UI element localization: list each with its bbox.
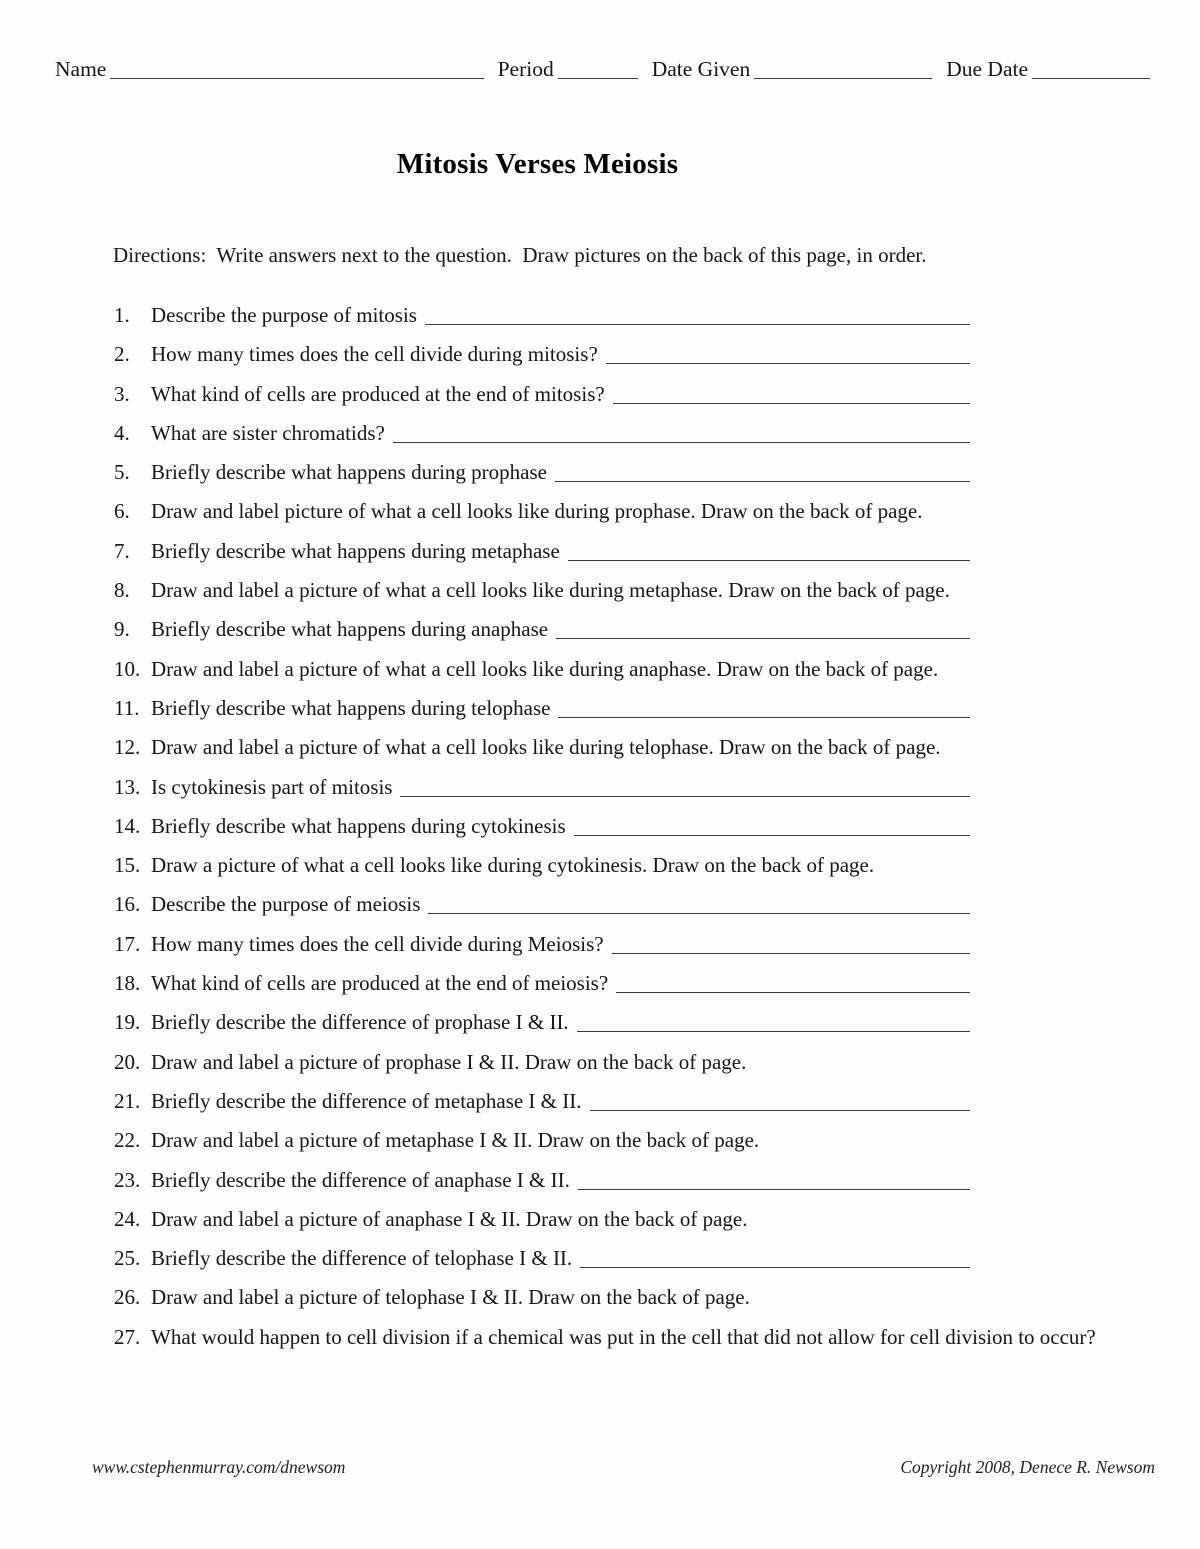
question-number: 26. xyxy=(114,1285,141,1310)
answer-blank-line xyxy=(556,638,970,639)
period-label: Period xyxy=(497,57,554,81)
question-number: 4. xyxy=(114,420,130,445)
question-number: 15. xyxy=(114,853,141,878)
question-row xyxy=(114,1089,970,1114)
question-number: 12. xyxy=(114,735,141,760)
question-number: 16. xyxy=(114,892,141,917)
name-label: Name xyxy=(55,57,107,81)
question-number: 17. xyxy=(114,931,141,956)
due-date-blank-line xyxy=(1032,78,1150,79)
question-number: 18. xyxy=(114,971,141,996)
question-text: Draw and label a picture of metaphase I & II. Draw on the back of page. xyxy=(151,1128,760,1153)
question-number: 25. xyxy=(114,1246,141,1271)
header-fill-in-row xyxy=(55,57,1150,82)
answer-blank-line xyxy=(590,1110,971,1111)
question-row xyxy=(114,539,970,564)
question-number: 10. xyxy=(114,656,141,681)
question-row xyxy=(114,617,970,642)
answer-blank-line xyxy=(425,324,970,325)
question-row xyxy=(114,460,970,485)
question-text: What kind of cells are produced at the end of mitosis? xyxy=(151,381,605,406)
answer-blank-line xyxy=(580,1267,970,1268)
answer-blank-line xyxy=(613,403,970,404)
question-text: How many times does the cell divide during Meiosis? xyxy=(151,931,604,956)
question-text: How many times does the cell divide during mitosis? xyxy=(151,342,598,367)
footer-copyright-text: Copyright 2008, Denece R. Newsom xyxy=(900,1457,1155,1477)
question-row xyxy=(114,1325,1200,1350)
question-number: 24. xyxy=(114,1206,141,1231)
question-text: Describe the purpose of mitosis xyxy=(151,303,417,327)
question-row xyxy=(114,499,1200,524)
question-row xyxy=(114,1128,1200,1153)
question-text: Briefly describe what happens during metaphase xyxy=(151,538,560,563)
question-row xyxy=(114,382,970,407)
question-row xyxy=(114,892,970,917)
footer-website-text: www.cstephenmurray.com/dnewsom xyxy=(92,1457,346,1477)
answer-blank-line xyxy=(400,796,970,797)
period-blank-line xyxy=(558,78,638,79)
date-given-label: Date Given xyxy=(651,57,751,81)
question-row xyxy=(114,853,1200,878)
question-number: 23. xyxy=(114,1167,141,1192)
answer-blank-line xyxy=(606,363,970,364)
answer-blank-line xyxy=(428,913,970,914)
question-text: What are sister chromatids? xyxy=(151,420,385,445)
question-text: Briefly describe what happens during cytokinesis xyxy=(151,813,566,838)
question-number: 8. xyxy=(114,578,130,603)
question-text: Is cytokinesis part of mitosis xyxy=(151,774,393,799)
question-row xyxy=(114,1246,970,1271)
question-text: What kind of cells are produced at the end of meiosis? xyxy=(151,971,609,996)
questions-list xyxy=(114,303,1200,1364)
question-text: Briefly describe the difference of telophase I & II. xyxy=(151,1246,573,1271)
question-row xyxy=(114,775,970,800)
question-row xyxy=(114,696,970,721)
question-text: Briefly describe what happens during prophase xyxy=(151,460,547,485)
question-row xyxy=(114,578,1200,603)
answer-blank-line xyxy=(578,1189,970,1190)
question-number: 13. xyxy=(114,774,141,799)
question-row xyxy=(114,1285,1200,1310)
question-text: Briefly describe what happens during telophase xyxy=(151,695,551,720)
answer-blank-line xyxy=(574,835,970,836)
question-number: 1. xyxy=(114,303,130,327)
question-number: 14. xyxy=(114,813,141,838)
date-given-blank-line xyxy=(754,78,932,79)
worksheet-title: Mitosis Verses Meiosis xyxy=(396,148,679,180)
question-text: Briefly describe the difference of metaphase I & II. xyxy=(151,1088,582,1113)
name-blank-line xyxy=(110,78,483,79)
directions-text: Directions: Write answers next to the question. Draw pictures on the back of this page, in order. xyxy=(113,243,927,267)
question-row xyxy=(114,657,1200,682)
question-text: Briefly describe the difference of prophase I & II. xyxy=(151,1010,569,1035)
question-text: What would happen to cell division if a chemical was put in the cell that did not allow for cell division to occur? xyxy=(151,1324,1096,1349)
answer-blank-line xyxy=(577,1031,970,1032)
question-number: 3. xyxy=(114,381,130,406)
page-footer xyxy=(92,1457,1155,1478)
question-text: Draw and label a picture of what a cell looks like during anaphase. Draw on the back of page. xyxy=(151,656,939,681)
question-text: Describe the purpose of meiosis xyxy=(151,892,421,917)
question-number: 27. xyxy=(114,1324,141,1349)
question-text: Draw and label a picture of prophase I & II. Draw on the back of page. xyxy=(151,1049,747,1074)
question-text: Draw a picture of what a cell looks like during cytokinesis. Draw on the back of page. xyxy=(151,853,875,878)
question-number: 21. xyxy=(114,1088,141,1113)
question-row xyxy=(114,1050,1200,1075)
question-number: 20. xyxy=(114,1049,141,1074)
question-row xyxy=(114,1010,970,1035)
answer-blank-line xyxy=(568,560,970,561)
question-number: 22. xyxy=(114,1128,141,1153)
due-date-label: Due Date xyxy=(946,57,1028,81)
answer-blank-line xyxy=(558,717,970,718)
question-number: 2. xyxy=(114,342,130,367)
question-number: 19. xyxy=(114,1010,141,1035)
question-row xyxy=(114,342,970,367)
question-text: Draw and label a picture of anaphase I & II. Draw on the back of page. xyxy=(151,1206,748,1231)
question-number: 6. xyxy=(114,499,130,524)
question-text: Briefly describe what happens during anaphase xyxy=(151,617,549,642)
answer-blank-line xyxy=(393,442,970,443)
answer-blank-line xyxy=(616,992,970,993)
question-row xyxy=(114,735,1200,760)
question-number: 7. xyxy=(114,538,130,563)
question-text: Draw and label a picture of what a cell looks like during metaphase. Draw on the back of page. xyxy=(151,578,950,603)
question-text: Draw and label picture of what a cell looks like during prophase. Draw on the back of page. xyxy=(151,499,923,524)
question-row xyxy=(114,421,970,446)
answer-blank-line xyxy=(555,481,970,482)
answer-blank-line xyxy=(612,953,970,954)
question-text: Briefly describe the difference of anaphase I & II. xyxy=(151,1167,570,1192)
question-number: 11. xyxy=(114,695,140,720)
question-row xyxy=(114,1168,970,1193)
question-number: 5. xyxy=(114,460,130,485)
question-row xyxy=(114,971,970,996)
question-number: 9. xyxy=(114,617,130,642)
question-text: Draw and label a picture of telophase I & II. Draw on the back of page. xyxy=(151,1285,750,1310)
question-row xyxy=(114,814,970,839)
question-row xyxy=(114,932,970,957)
question-row xyxy=(114,1207,1200,1232)
question-text: Draw and label a picture of what a cell looks like during telophase. Draw on the back of page. xyxy=(151,735,941,760)
question-row xyxy=(114,303,970,328)
